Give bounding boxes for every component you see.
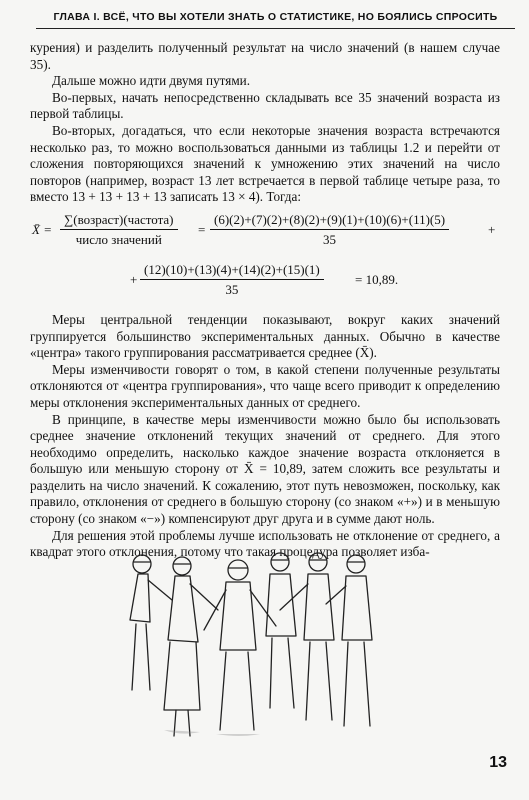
paragraph: Во-первых, начать непосредственно складывать все 35 значений возраста из первой таблицы. <box>30 89 500 122</box>
formula-result: = 10,89. <box>355 271 399 287</box>
formula-plus: + <box>130 271 138 287</box>
formula-lhs: X̄ = <box>32 221 52 237</box>
fraction-denominator: число значений <box>75 231 162 247</box>
fraction-denominator: 35 <box>225 281 239 297</box>
page-number: 13 <box>489 754 507 771</box>
paragraph: Дальше можно идти двумя путями. <box>52 73 251 89</box>
paragraph: В принципе, в качестве меры изменчивости можно было бы использовать среднее значение отклонений текущих значений от среднего. Для этого необходимо определить, насколько каждое значение возраста отклоняется в большую или меньшую сторону от X̄ = 10,89, затем сложить все результаты и разделить на число значений. К сожалению, этот путь невозможен, поскольку, как правило, отклонения от среднего в большую сторону (со знаком «+») и в меньшую сторону (со знаком «−») компенсируют друг друга и в сумме дают ноль. <box>30 411 500 527</box>
paragraph: Меры изменчивости говорят о том, в какой степени полученные результаты отклоняются от «центра группирования», что чаще всего приводит к определению меры отклонения экспериментальных данных от среднего. <box>30 361 500 410</box>
formula-fraction-2 <box>210 212 449 248</box>
fraction-numerator: (6)(2)+(7)(2)+(8)(2)+(9)(1)+(10)(6)+(11)(5) <box>210 212 449 230</box>
fraction-denominator: 35 <box>323 231 337 247</box>
formula-equals: = <box>198 221 206 237</box>
paragraph: Во-вторых, догадаться, что если некоторые значения возраста встречаются несколько раз, то можно воспользоваться данными из таблицы 1.2 и перейти от сложения повторяющихся значений к умножению этих значений на число повторов (например, возраст 13 лет встречается в первой таблице четыре раза, то вместо 13 + 13 + 13 + 13 записать 13 × 4). Тогда: <box>30 122 500 205</box>
fraction-numerator: ∑(возраст)(частота) <box>60 212 178 230</box>
paragraph: Меры центральной тенденции показывают, вокруг каких значений группируется большинство экспериментальных данных. Обычно в качестве «центра» такого группирования рассматривается среднее (X̄). <box>30 311 500 361</box>
mean-formula <box>30 212 500 308</box>
formula-fraction-1 <box>60 212 178 248</box>
formula-plus: + <box>488 221 496 237</box>
fraction-numerator: (12)(10)+(13)(4)+(14)(2)+(15)(1) <box>140 262 324 280</box>
blindfolded-people-illustration <box>120 540 380 740</box>
running-header: ГЛАВА I. ВСЁ, ЧТО ВЫ ХОТЕЛИ ЗНАТЬ О СТАТИСТИКЕ, НО БОЯЛИСЬ СПРОСИТЬ <box>36 6 515 29</box>
formula-fraction-3 <box>140 262 324 298</box>
paragraph: курения) и разделить полученный результат на число значений (в нашем случае 35). <box>30 40 500 72</box>
paragraph: Для решения этой проблемы лучше использовать не отклонение от среднего, а квадрат этого отклонения, потому что такая процедура позволяет изба- <box>30 527 500 560</box>
page-body <box>30 40 500 561</box>
